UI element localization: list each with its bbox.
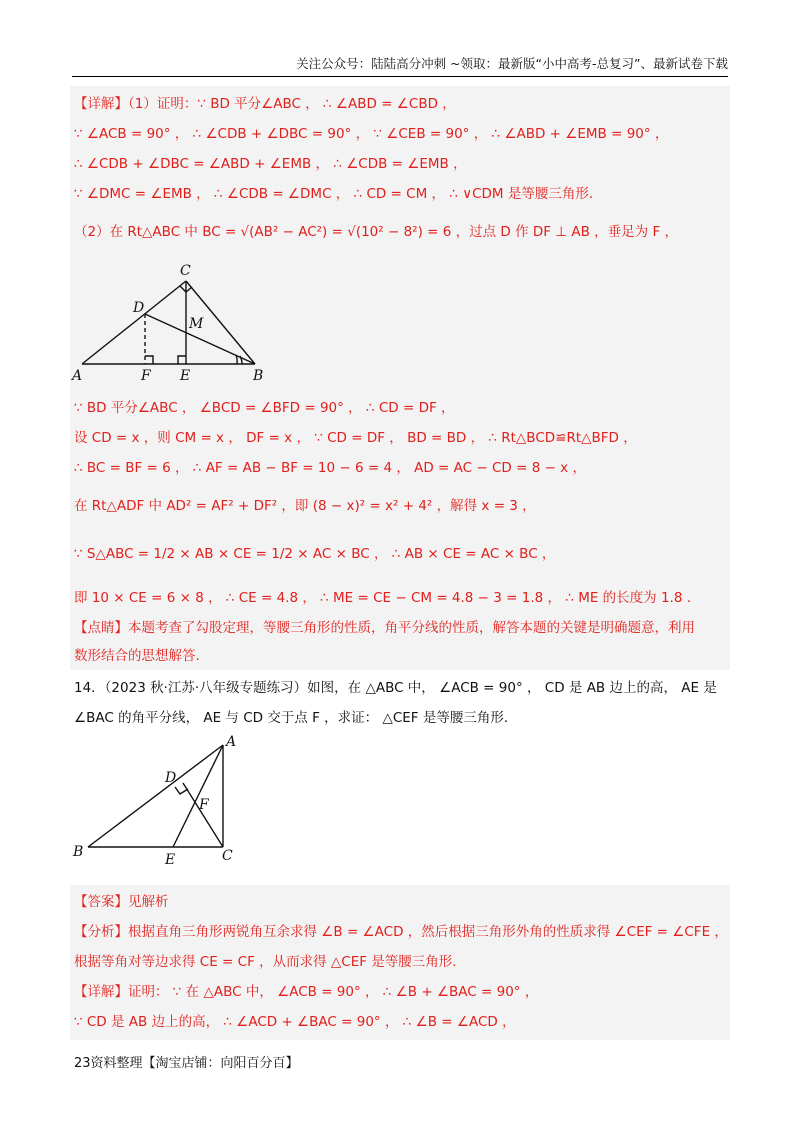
detail-text: ∴ ∠CDB + ∠DBC = ∠ABD + ∠EMB ， ∴ ∠CDB = ∠EMB ， — [74, 156, 467, 172]
right-angle-e — [178, 356, 186, 364]
segment-ac — [82, 281, 186, 364]
question14-line-1 — [74, 678, 717, 698]
detail14-line-2 — [74, 1012, 516, 1032]
detail-text: ∵ ∠ACB = 90° ， ∴ ∠CDB + ∠DBC = 90° ， ∵ ∠CEB = 90° ， ∴ ∠ABD + ∠EMB = 90° ， — [74, 126, 669, 142]
detail-text: ∵ ∠DMC = ∠EMB ， ∴ ∠CDB = ∠DMC ， ∴ CD = CM ， ∴ ∨CDM 是等腰三角形. — [74, 186, 594, 202]
segment-ae — [173, 745, 223, 847]
comment-line-1 — [74, 618, 695, 638]
label-f: F — [199, 797, 209, 813]
label-e: E — [165, 852, 176, 868]
label-d: D — [133, 300, 145, 316]
label-m: M — [189, 316, 204, 332]
label-c: C — [180, 263, 191, 279]
angle-mark-b2 — [236, 355, 237, 364]
page-number: 23 — [74, 1056, 91, 1071]
answer-text: 【答案】见解析 — [74, 894, 169, 910]
segment-ab — [88, 745, 223, 847]
detail-text: ∴ BC = BF = 6 ， ∴ AF = AB − BF = 10 − 6 = 4 ， AD = AC − CD = 8 − x ， — [74, 460, 586, 476]
solution13-line-5 — [74, 222, 678, 242]
detail14-line-1 — [74, 982, 538, 1002]
analysis-text: 【分析】根据直角三角形两锐角互余求得 ∠B = ∠ACD ，然后根据三角形外角的性质求得 ∠CEF = ∠CFE ， — [74, 924, 728, 940]
analysis14-line-2 — [74, 952, 457, 972]
footer-text: 资料整理【淘宝店铺：向阳百分百】 — [90, 1056, 299, 1071]
figure-2-triangle — [70, 732, 250, 868]
figure-1-triangle — [70, 260, 280, 385]
label-a: A — [226, 734, 237, 750]
label-f: F — [141, 368, 151, 384]
label-a: A — [72, 368, 83, 384]
page-footer — [74, 1052, 299, 1071]
solution13-line-1 — [74, 94, 456, 114]
comment-text: 【点睛】本题考查了勾股定理，等腰三角形的性质，角平分线的性质，解答本题的关键是明确题意，利用 — [74, 620, 695, 636]
solution13-line-6 — [74, 398, 455, 418]
detail-text: ∵ CD 是 AB 边上的高， ∴ ∠ACD + ∠BAC = 90° ， ∴ ∠B = ∠ACD ， — [74, 1014, 516, 1030]
right-angle-f — [145, 356, 153, 364]
label-b: B — [73, 844, 84, 860]
detail-text: 在 Rt△ADF 中 AD² = AF² + DF² ，即 (8 − x)² = x² + 4² ，解得 x = 3 ， — [74, 498, 536, 514]
label-e: E — [180, 368, 191, 384]
solution13-line-11 — [74, 588, 691, 608]
label-c: C — [222, 848, 233, 864]
question-text: ∠BAC 的角平分线， AE 与 CD 交于点 F ，求证： △CEF 是等腰三角形. — [74, 710, 509, 726]
analysis-text: 根据等角对等边求得 CE = CF ，从而求得 △CEF 是等腰三角形. — [74, 954, 457, 970]
comment-text: 数形结合的思想解答. — [74, 648, 200, 664]
label-b: B — [253, 368, 264, 384]
detail-text: 【详解】证明： ∵ 在 △ABC 中， ∠ACB = 90° ， ∴ ∠B + ∠BAC = 90° ， — [74, 984, 539, 1000]
answer14-line — [74, 892, 169, 912]
solution13-line-7 — [74, 428, 637, 448]
detail-text: ∵ S△ABC = 1/2 × AB × CE = 1/2 × AC × BC ， ∴ AB × CE = AC × BC ， — [74, 546, 556, 562]
page-header — [72, 54, 728, 77]
detail-text: ∵ BD 平分∠ABC ， ∠BCD = ∠BFD = 90° ， ∴ CD = DF ， — [74, 400, 455, 416]
detail-text: 设 CD = x ，则 CM = x ， DF = x ， ∵ CD = DF ， BD = BD ， ∴ Rt△BCD≌Rt△BFD ， — [74, 430, 637, 446]
detail-text: ∵ BD 平分∠ABC ， ∴ ∠ABD = ∠CBD ， — [197, 96, 456, 112]
solution13-line-8 — [74, 458, 586, 478]
detail-label: 【详解】（1）证明： — [74, 96, 198, 112]
detail-text: 即 10 × CE = 6 × 8 ， ∴ CE = 4.8 ， ∴ ME = CE − CM = 4.8 − 3 = 1.8 ， ∴ ME 的长度为 1.8 . — [74, 590, 692, 606]
header-text: 关注公众号：陆陆高分冲刺 ~领取：最新版“小中高考-总复习”、最新试卷下载 — [296, 56, 728, 71]
detail-text: （2）在 Rt△ABC 中 BC = √(AB² − AC²) = √(10² − 8²) = 6 ，过点 D 作 DF ⊥ AB ，垂足为 F ， — [74, 224, 679, 240]
solution13-line-3 — [74, 154, 467, 174]
solution13-line-10 — [74, 544, 555, 564]
solution13-line-2 — [74, 124, 668, 144]
solution13-line-9 — [74, 496, 536, 516]
solution13-line-4 — [74, 184, 593, 204]
label-d: D — [165, 770, 177, 786]
analysis14-line-1 — [74, 922, 728, 942]
question-text: 14．（2023 秋·江苏·八年级专题练习）如图，在 △ABC 中， ∠ACB = 90° ， CD 是 AB 边上的高， AE 是 — [74, 680, 717, 696]
question14-line-2 — [74, 708, 508, 728]
comment-line-2 — [74, 646, 200, 666]
